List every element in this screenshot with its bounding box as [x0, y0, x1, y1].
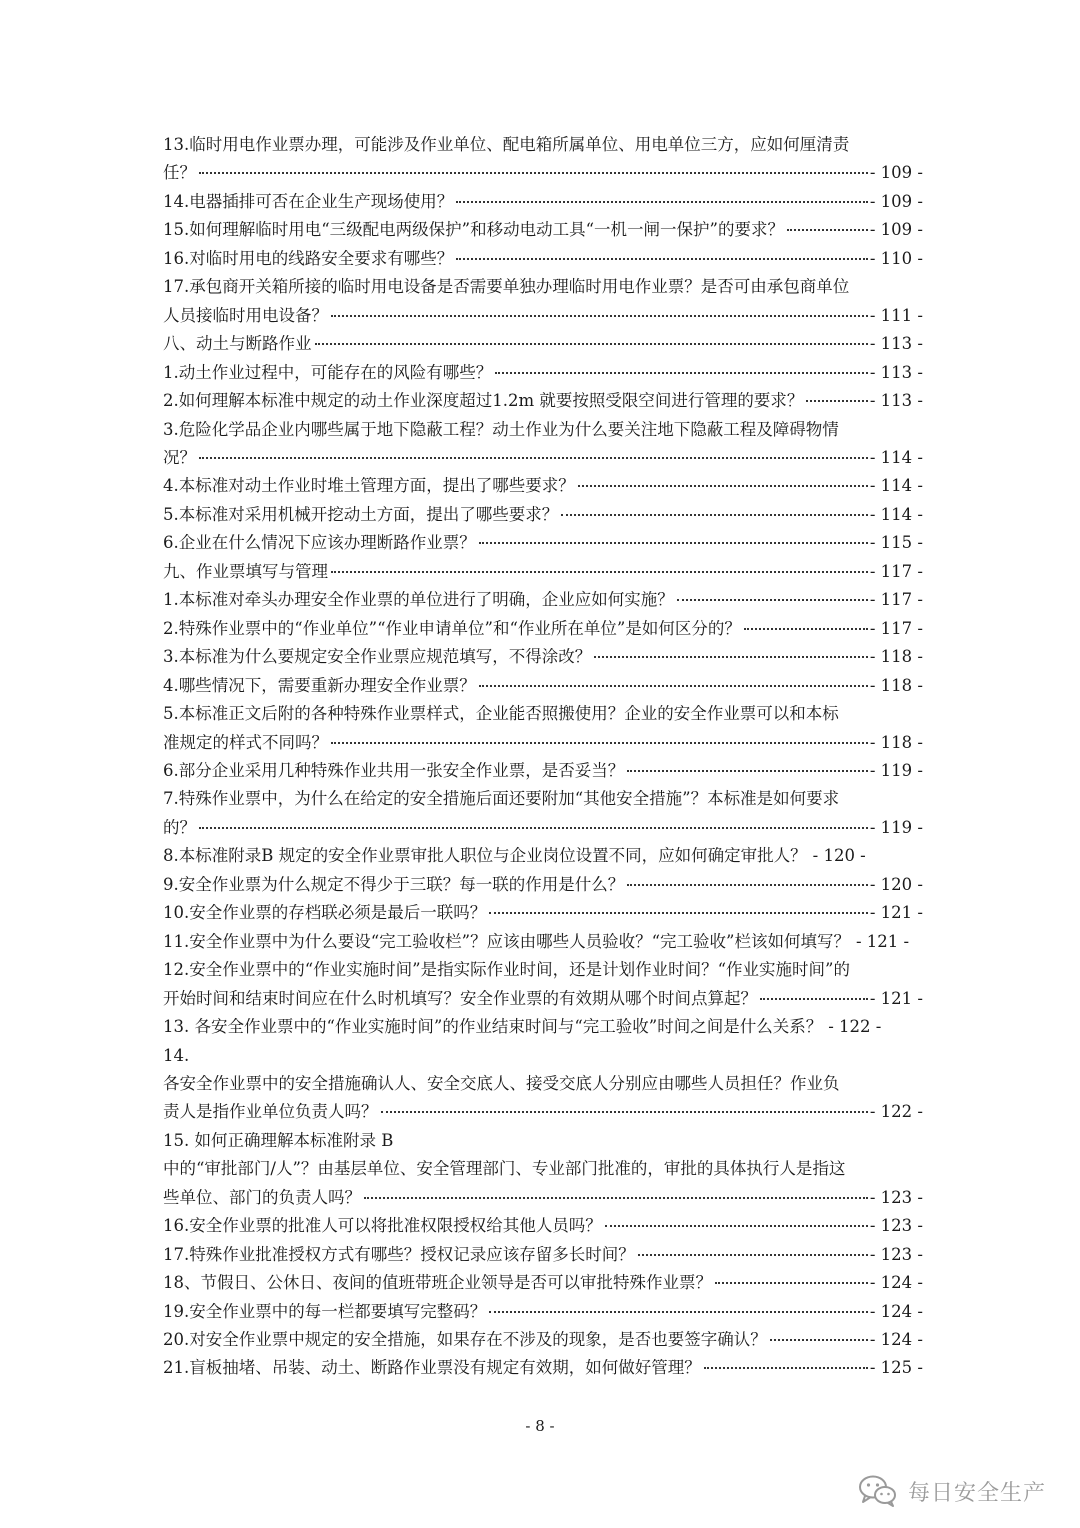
toc-entry-text: 18、节假日、公休日、夜间的值班带班企业领导是否可以审批特殊作业票？: [163, 1273, 712, 1293]
toc-entry[interactable]: [163, 1241, 923, 1269]
toc-page-number: - 114 -: [869, 476, 923, 496]
toc-entry-text: 九、作业票填写与管理: [163, 561, 328, 581]
dot-leader: [199, 457, 868, 459]
toc-entry-text: 任？: [163, 163, 196, 183]
toc-page-number: - 122 -: [828, 1017, 882, 1037]
toc-entry-text: 19.安全作业票中的每一栏都要填写完整码？: [163, 1301, 487, 1321]
toc-entry[interactable]: [163, 501, 923, 529]
toc-entry[interactable]: [163, 586, 923, 614]
dot-leader: [770, 1339, 868, 1341]
toc-entry[interactable]: [163, 245, 923, 273]
toc-entry-text: 10.安全作业票的存档联必须是最后一联吗？: [163, 903, 487, 923]
dot-leader: [605, 1225, 868, 1227]
toc-entry-text: 各安全作业票中的安全措施确认人、安全交底人、接受交底人分别应由哪些人员担任？作业负: [163, 1073, 840, 1093]
toc-entry-text: 2.特殊作业票中的“作业单位”“作业申请单位”和“作业所在单位”是如何区分的？: [163, 618, 741, 638]
toc-entry-text: 13. 各安全作业票中的“作业实施时间”的作业结束时间与“完工验收”时间之间是什么关系？: [163, 1017, 823, 1037]
page-number: - 8 -: [525, 1417, 555, 1435]
toc-entry[interactable]: [163, 1212, 923, 1240]
toc-entry[interactable]: [163, 472, 923, 500]
toc-entry[interactable]: [163, 956, 923, 1013]
dot-leader: [806, 400, 867, 402]
toc-entry-text: 7.特殊作业票中，为什么在给定的安全措施后面还要附加“其他安全措施”？本标准是如何要求: [163, 789, 840, 809]
toc-page-number: - 120 -: [812, 846, 866, 866]
toc-entry-text: 3.危险化学品企业内哪些属于地下隐蔽工程？动土作业为什么要关注地下隐蔽工程及障碍物情: [163, 419, 839, 439]
toc-entry-text: 4.本标准对动土作业时堆土管理方面，提出了哪些要求？: [163, 476, 575, 496]
toc-page-number: - 124 -: [869, 1301, 923, 1321]
dot-leader: [456, 201, 868, 203]
toc-page-number: - 121 -: [869, 988, 923, 1008]
toc-entry-text: 9.安全作业票为什么规定不得少于三联？每一联的作用是什么？: [163, 874, 625, 894]
toc-page-number: - 117 -: [869, 590, 923, 610]
toc-entry-text: 5.本标准正文后附的各种特殊作业票样式，企业能否照搬使用？企业的安全作业票可以和本标: [163, 704, 839, 724]
toc-entry[interactable]: [163, 928, 923, 956]
toc-entry-text: 14.: [163, 1045, 190, 1065]
toc-entry-text: 5.本标准对采用机械开挖动土方面，提出了哪些要求？: [163, 504, 559, 524]
toc-entry-text: 15.如何理解临时用电“三级配电两级保护”和移动电动工具“一机一闸一保护”的要求？: [163, 220, 784, 240]
dot-leader: [578, 485, 868, 487]
toc-entry[interactable]: [163, 1127, 923, 1212]
dot-leader: [489, 912, 868, 914]
toc-entry[interactable]: [163, 672, 923, 700]
toc-page-number: - 125 -: [869, 1358, 923, 1378]
dot-leader: [315, 343, 868, 345]
toc-page-number: - 114 -: [869, 504, 923, 524]
dot-leader: [199, 172, 868, 174]
toc-entry[interactable]: [163, 359, 923, 387]
toc-entry-text: 况？: [163, 447, 196, 467]
toc-entry-text: 八、动土与断路作业: [163, 334, 312, 354]
toc-entry-text: 15. 如何正确理解本标准附录 B: [163, 1130, 394, 1150]
toc-entry-text: 的？: [163, 817, 196, 837]
toc-entry-text: 16.对临时用电的线路安全要求有哪些？: [163, 248, 454, 268]
toc-page-number: - 111 -: [869, 305, 923, 325]
dot-leader: [331, 742, 868, 744]
toc-entry-text: 13.临时用电作业票办理，可能涉及作业单位、配电箱所属单位、用电单位三方，应如何厘清责: [163, 135, 850, 154]
dot-leader: [787, 229, 868, 231]
toc-entry[interactable]: [163, 1013, 923, 1041]
dot-leader: [381, 1111, 868, 1113]
toc-page-number: - 114 -: [869, 447, 923, 467]
toc-entry[interactable]: [163, 273, 923, 330]
toc-page-number: - 109 -: [869, 163, 923, 183]
toc-entry-text: 17.承包商开关箱所接的临时用电设备是否需要单独办理临时用电作业票？是否可由承包商单位: [163, 277, 850, 297]
toc-entry-text: 6.企业在什么情况下应该办理断路作业票？: [163, 533, 476, 553]
dot-leader: [479, 542, 868, 544]
toc-entry[interactable]: [163, 387, 923, 415]
toc-page-number: - 124 -: [869, 1330, 923, 1350]
toc-entry-text: 12.安全作业票中的“作业实施时间”是指实际作业时间，还是计划作业时间？“作业实施时间”的: [163, 960, 850, 980]
toc-page-number: - 123 -: [869, 1244, 923, 1264]
dot-leader: [715, 1282, 868, 1284]
table-of-contents: [163, 131, 923, 1383]
dot-leader: [479, 685, 868, 687]
toc-page-number: - 123 -: [869, 1187, 923, 1207]
toc-entry[interactable]: [163, 330, 923, 358]
toc-entry[interactable]: [163, 416, 923, 473]
dot-leader: [594, 656, 868, 658]
dot-leader: [364, 1197, 868, 1199]
toc-entry[interactable]: [163, 785, 923, 842]
toc-entry[interactable]: [163, 558, 923, 586]
toc-page-number: - 118 -: [869, 647, 923, 667]
dot-leader: [638, 1254, 868, 1256]
toc-entry-text: 8.本标准附录B 规定的安全作业票审批人职位与企业岗位设置不同，应如何确定审批人？: [163, 846, 807, 866]
toc-entry-text: 1.动土作业过程中，可能存在的风险有哪些？: [163, 362, 493, 382]
toc-entry-text: 2.如何理解本标准中规定的动土作业深度超过1.2m 就要按照受限空间进行管理的要求？: [163, 391, 804, 411]
dot-leader: [331, 571, 868, 573]
dot-leader: [199, 827, 868, 829]
toc-entry[interactable]: [163, 1298, 923, 1326]
toc-entry[interactable]: [163, 615, 923, 643]
toc-entry[interactable]: [163, 216, 923, 244]
toc-page-number: - 121 -: [855, 931, 910, 951]
dot-leader: [456, 258, 868, 260]
toc-entry-text: 11.安全作业票中为什么要设“完工验收栏”？应该由哪些人员验收？“完工验收”栏该如何填写？: [163, 931, 850, 951]
toc-entry[interactable]: [163, 842, 923, 870]
toc-page-number: - 118 -: [869, 732, 923, 752]
toc-entry-text: 14.电器插排可否在企业生产现场使用？: [163, 191, 454, 211]
toc-entry-text: 人员接临时用电设备？: [163, 305, 328, 325]
toc-entry-text: 中的“审批部门/人”？由基层单位、安全管理部门、专业部门批准的，审批的具体执行人是指这: [163, 1159, 846, 1179]
dot-leader: [331, 315, 868, 317]
dot-leader: [561, 514, 868, 516]
toc-entry-text: 21.盲板抽堵、吊装、动土、断路作业票没有规定有效期，如何做好管理？: [163, 1358, 701, 1378]
toc-entry[interactable]: [163, 131, 923, 188]
toc-entry[interactable]: [163, 899, 923, 927]
toc-page-number: - 110 -: [869, 248, 923, 268]
toc-entry[interactable]: [163, 643, 923, 671]
dot-leader: [704, 1367, 868, 1369]
toc-entry[interactable]: [163, 188, 923, 216]
watermark: [858, 1474, 1046, 1508]
toc-entry[interactable]: [163, 757, 923, 785]
toc-entry-text: 3.本标准为什么要规定安全作业票应规范填写，不得涂改？: [163, 647, 592, 667]
toc-page-number: - 121 -: [869, 903, 923, 923]
toc-page-number: - 115 -: [869, 533, 923, 553]
toc-page-number: - 120 -: [869, 874, 923, 894]
toc-page-number: - 117 -: [869, 618, 923, 638]
dot-leader: [495, 372, 868, 374]
toc-page-number: - 123 -: [869, 1216, 923, 1236]
toc-entry-text: 责人是指作业单位负责人吗？: [163, 1102, 378, 1122]
toc-entry-text: 20.对安全作业票中规定的安全措施，如果存在不涉及的现象，是否也要签字确认？: [163, 1330, 767, 1350]
toc-entry-text: 17.特殊作业批准授权方式有哪些？授权记录应该存留多长时间？: [163, 1244, 635, 1264]
dot-leader: [760, 998, 868, 1000]
toc-page-number: - 109 -: [869, 191, 923, 211]
toc-page-number: - 113 -: [869, 391, 923, 411]
toc-page-number: - 124 -: [869, 1273, 923, 1293]
toc-entry[interactable]: [163, 1354, 923, 1382]
wechat-icon: [858, 1474, 898, 1508]
toc-page-number: - 119 -: [869, 760, 923, 780]
toc-page-number: - 122 -: [869, 1102, 923, 1122]
toc-entry[interactable]: [163, 1326, 923, 1354]
toc-page-number: - 119 -: [869, 817, 923, 837]
dot-leader: [627, 770, 868, 772]
dot-leader: [627, 884, 868, 886]
dot-leader: [744, 628, 868, 630]
toc-page-number: - 118 -: [869, 675, 923, 695]
toc-entry-text: 些单位、部门的负责人吗？: [163, 1187, 361, 1207]
toc-entry-text: 6.部分企业采用几种特殊作业共用一张安全作业票，是否妥当？: [163, 760, 625, 780]
toc-entry-text: 4.哪些情况下，需要重新办理安全作业票？: [163, 675, 476, 695]
dot-leader: [489, 1311, 868, 1313]
toc-entry[interactable]: [163, 700, 923, 757]
toc-page-number: - 113 -: [869, 362, 923, 382]
toc-entry-text: 开始时间和结束时间应在什么时机填写？安全作业票的有效期从哪个时间点算起？: [163, 988, 757, 1008]
watermark-text: 每日安全生产: [907, 1480, 1046, 1506]
toc-entry[interactable]: [163, 1042, 923, 1127]
toc-entry[interactable]: [163, 871, 923, 899]
toc-entry[interactable]: [163, 1269, 923, 1297]
toc-entry[interactable]: [163, 529, 923, 557]
toc-page-number: - 117 -: [869, 561, 923, 581]
toc-entry-text: 16.安全作业票的批准人可以将批准权限授权给其他人员吗？: [163, 1216, 602, 1236]
toc-page-number: - 109 -: [869, 220, 923, 240]
toc-page-number: - 113 -: [869, 334, 923, 354]
toc-entry-text: 1.本标准对牵头办理安全作业票的单位进行了明确，企业应如何实施？: [163, 590, 674, 610]
dot-leader: [677, 599, 868, 601]
toc-entry-text: 准规定的样式不同吗？: [163, 732, 328, 752]
